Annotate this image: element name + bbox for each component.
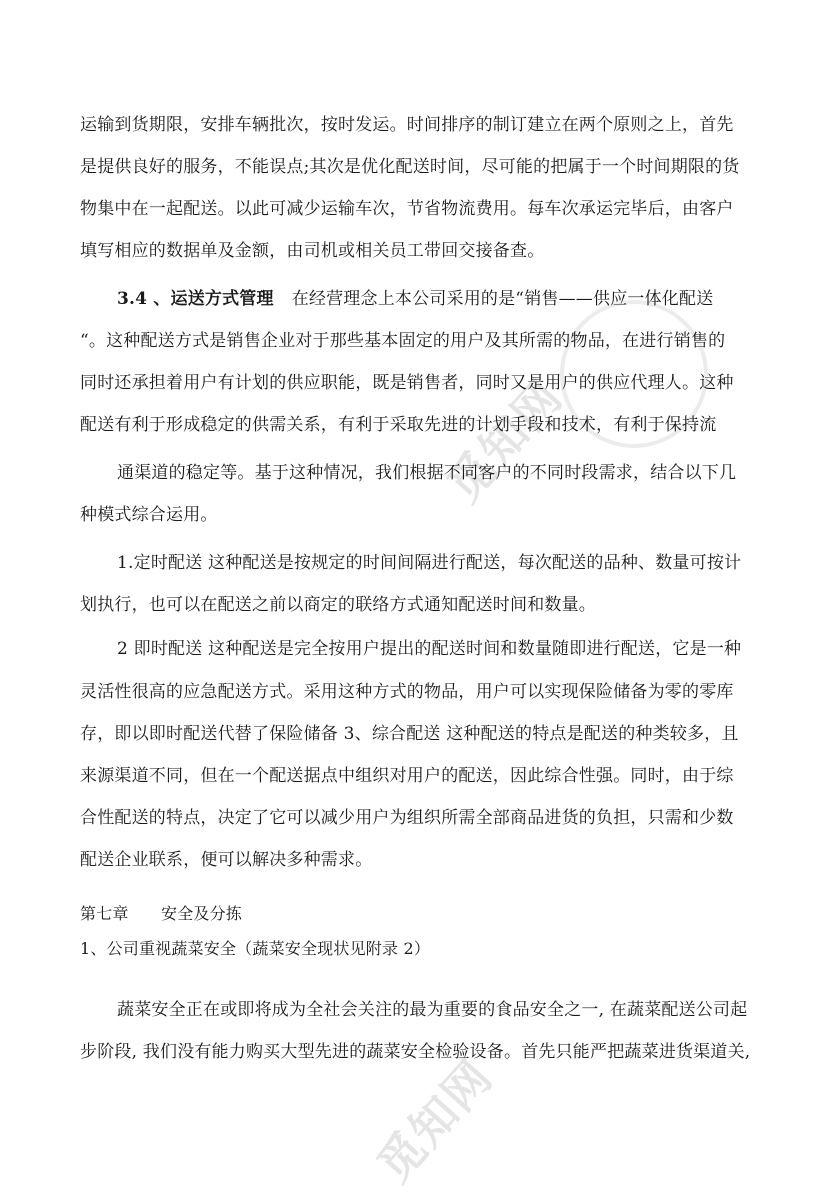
paragraph-line: 物集中在一起配送。以此可减少运输车次，节省物流费用。每车次承运完毕后，由客户	[80, 199, 734, 219]
watermark-text: 觅知网	[436, 369, 574, 513]
chapter-title: 第七章 安全及分拣	[80, 904, 243, 923]
paragraph-line: 同时还承担着用户有计划的供应职能，既是销售者，同时又是用户的供应代理人。这种	[80, 373, 734, 393]
paragraph-line: 是提供良好的服务，不能误点;其次是优化配送时间，尽可能的把属于一个时间期限的货	[80, 157, 740, 177]
paragraph-line: 划执行，也可以在配送之前以商定的联络方式通知配送时间和数量。	[80, 595, 596, 615]
paragraph-line: 灵活性很高的应急配送方式。采用这种方式的物品，用户可以实现保险储备为零的零库	[80, 682, 734, 702]
paragraph-line: 配送有利于形成稳定的供需关系，有利于采取先进的计划手段和技术，有利于保持流	[80, 415, 717, 435]
watermark-text-bottom: 觅知网	[366, 1049, 504, 1193]
section-3-4-first-line	[117, 287, 757, 311]
paragraph-line: 存，即以即时配送代替了保险储备 3、综合配送 这种配送的特点是配送的种类较多，且	[80, 724, 739, 744]
paragraph-line: 通渠道的稳定等。基于这种情况，我们根据不同客户的不同时段需求，结合以下几	[117, 463, 737, 483]
paragraph-line: 合性配送的特点，决定了它可以减少用户为组织所需全部商品进货的负担，只需和少数	[80, 808, 734, 828]
section-heading: 3.4 、运送方式管理	[117, 289, 274, 309]
subsection-title: 1、公司重视蔬菜安全（蔬菜安全现状见附录 2）	[80, 939, 431, 958]
paragraph-line: 步阶段, 我们没有能力购买大型先进的蔬菜安全检验设备。首先只能严把蔬菜进货渠道关,	[80, 1042, 751, 1062]
paragraph-line: 1.定时配送 这种配送是按规定的时间间隔进行配送，每次配送的品种、数量可按计	[117, 553, 742, 573]
paragraph-line: 蔬菜安全正在或即将成为全社会关注的最为重要的食品安全之一, 在蔬菜配送公司起	[117, 1000, 748, 1020]
paragraph-line: 种模式综合运用。	[80, 505, 218, 525]
paragraph-line: 2 即时配送 这种配送是完全按用户提出的配送时间和数量随即进行配送，它是一种	[117, 639, 742, 659]
paragraph-line: 运输到货期限，安排车辆批次，按时发运。时间排序的制订建立在两个原则之上，首先	[80, 115, 734, 135]
paragraph-line: 来源渠道不同，但在一个配送据点中组织对用户的配送，因此综合性强。同时，由于综	[80, 766, 734, 786]
paragraph-line: 配送企业联系，便可以解决多种需求。	[80, 850, 373, 870]
paragraph-text: 在经营理念上本公司采用的是“销售——供应一体化配送	[291, 289, 714, 309]
paragraph-line: 填写相应的数据单及金额，由司机或相关员工带回交接备查。	[80, 241, 545, 261]
paragraph-line: “。这种配送方式是销售企业对于那些基本固定的用户及其所需的物品，在进行销售的	[80, 331, 726, 351]
